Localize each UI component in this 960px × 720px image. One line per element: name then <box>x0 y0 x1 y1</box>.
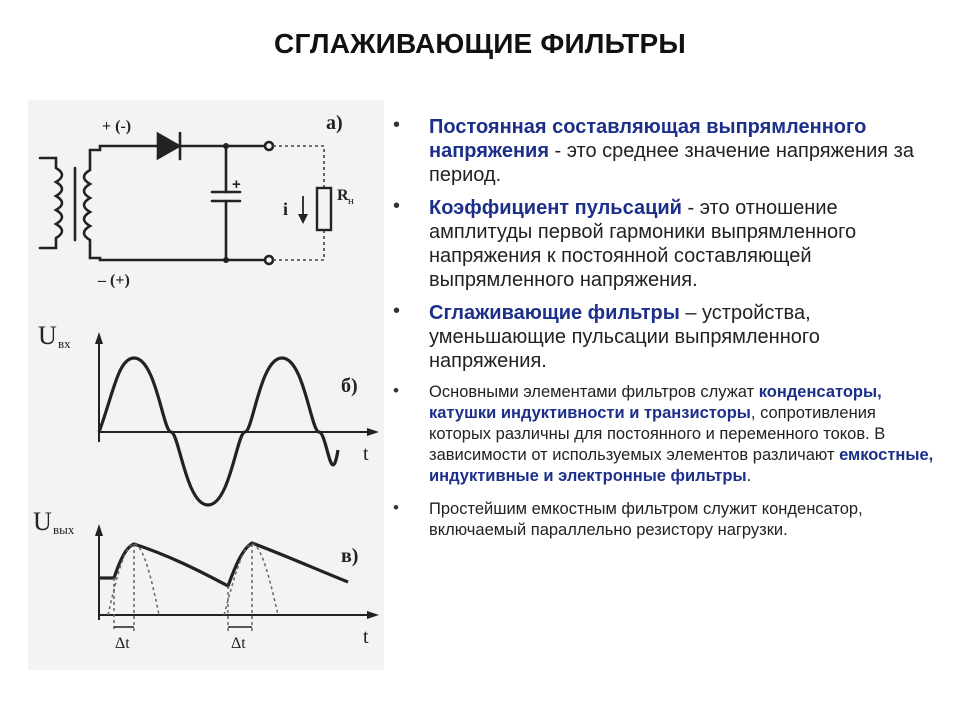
slide-title: СГЛАЖИВАЮЩИЕ ФИЛЬТРЫ <box>274 28 686 59</box>
bullet-dot-icon: • <box>393 498 399 517</box>
bullet-item <box>393 499 938 541</box>
label-u-out-sub: вых <box>53 522 75 537</box>
bullet-text: . <box>746 467 752 485</box>
bullet-text: – устройства, уменьшающие пульсации выпрямленного напряжения. <box>429 302 820 372</box>
label-load-sub: н <box>348 195 354 207</box>
bullet-text: - это отношение амплитуды первой гармоники выпрямленного напряжения к постоянной составляющей выпрямленного напряжения. <box>429 197 857 291</box>
bullet-text: Основными элементами фильтров служат <box>429 383 759 401</box>
bullet-dot-icon: • <box>393 195 401 217</box>
label-current: i <box>283 199 289 219</box>
terminal-top <box>265 142 273 150</box>
label-u-in: U <box>38 321 57 350</box>
terminal-bottom <box>265 256 273 264</box>
highlighted-term: емкостные, индуктивные и электронные фильтры <box>429 446 934 485</box>
bullet-item <box>393 115 938 187</box>
label-a: а) <box>326 112 343 134</box>
highlighted-term: Сглаживающие фильтры <box>429 302 680 324</box>
highlighted-term: Коэффициент пульсаций <box>429 197 682 219</box>
label-b: б) <box>341 375 358 397</box>
bullet-dot-icon: • <box>393 381 399 400</box>
bullet-text: , сопротивления которых различны для постоянного и переменного токов. В зависимости от используемых элементов различают <box>429 404 886 464</box>
capacitor-plus: + <box>232 176 241 193</box>
label-plus-minus: + (-) <box>102 118 132 135</box>
bullet-item <box>393 301 938 373</box>
label-minus-plus: – (+) <box>98 272 130 289</box>
label-load: R <box>337 187 349 204</box>
filter-figure <box>28 100 384 670</box>
bullet-item <box>393 196 938 292</box>
highlighted-term: конденсаторы, катушки индуктивности и транзисторы <box>429 383 882 422</box>
bullet-dot-icon: • <box>393 300 401 322</box>
label-dt-2: Δt <box>231 635 246 652</box>
label-t-out: t <box>363 626 369 648</box>
highlighted-term: Постоянная составляющая выпрямленного напряжения <box>429 116 867 162</box>
bullet-item <box>393 382 938 487</box>
bullet-text: - это среднее значение напряжения за период. <box>429 140 914 186</box>
label-t-in: t <box>363 443 369 465</box>
bullet-list <box>393 115 938 553</box>
label-u-out: U <box>33 507 52 536</box>
label-dt-1: Δt <box>115 635 130 652</box>
label-v: в) <box>341 545 359 567</box>
bullet-dot-icon: • <box>393 114 401 136</box>
bullet-text: Простейшим емкостным фильтром служит конденсатор, включаемый параллельно резистору нагрузки. <box>429 500 863 539</box>
label-u-in-sub: вх <box>58 336 71 351</box>
